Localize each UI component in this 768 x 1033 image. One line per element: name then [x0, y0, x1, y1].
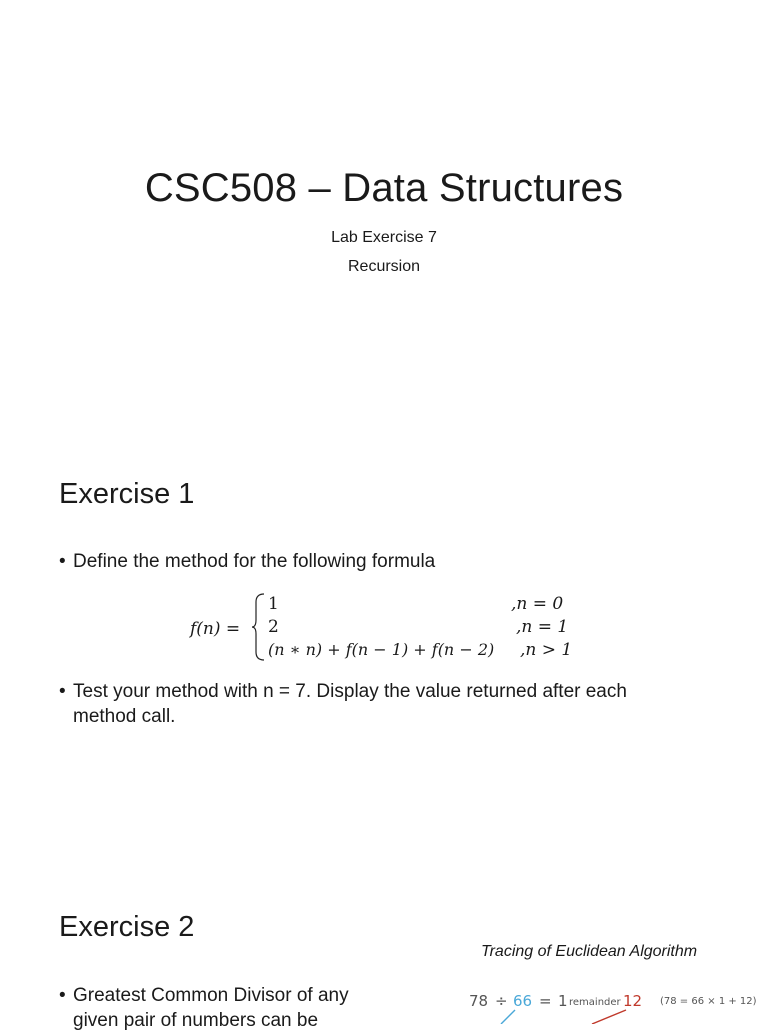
trace-divide-sign: ÷ — [495, 992, 508, 1010]
slide-title: CSC508 – Data Structures — [144, 166, 624, 210]
trace-quotient: 1 — [558, 992, 568, 1010]
trace-dividend: 78 — [469, 992, 489, 1010]
bullet-dot: • — [59, 551, 66, 572]
trace-equals: = — [539, 992, 552, 1010]
formula-case2-value: 2 — [268, 617, 279, 637]
formula-lhs: f(n) = — [190, 619, 241, 639]
trace-divisor: 66 — [513, 992, 533, 1010]
bullet-text: Define the method for the following formula — [73, 551, 436, 572]
exercise1-bullet-2 — [59, 679, 627, 729]
exercise2-bullet-1 — [59, 983, 349, 1033]
euclid-trace-figure — [468, 990, 768, 1024]
formula-case3-cond: ,n > 1 — [520, 640, 573, 660]
exercise2-heading: Exercise 2 — [59, 911, 195, 943]
slide-subtitle-topic: Recursion — [347, 258, 421, 275]
formula-case2-cond: ,n = 1 — [516, 617, 569, 637]
exercise1-heading: Exercise 1 — [59, 478, 195, 510]
formula-case1-value: 1 — [268, 594, 279, 614]
bullet-dot: • — [59, 985, 66, 1006]
formula-case1-cond: ,n = 0 — [511, 594, 564, 614]
formula-case3-value: (n ∗ n) + f(n − 1) + f(n − 2) — [268, 640, 495, 659]
bullet-text-line2: method call. — [73, 706, 176, 727]
left-brace — [252, 592, 266, 662]
exercise1-bullet-1 — [59, 549, 435, 574]
bullet-text-line1: Test your method with n = 7. Display the value returned after each — [73, 681, 627, 702]
recurrence-formula — [186, 590, 586, 664]
trace-remainder: 12 — [623, 992, 643, 1010]
bullet-text-line2: given pair of numbers can be — [73, 1010, 319, 1031]
figure-caption: Tracing of Euclidean Algorithm — [481, 943, 698, 960]
trace-remainder-label: remainder — [569, 997, 621, 1008]
trace-note: (78 = 66 × 1 + 12) — [660, 996, 757, 1007]
bullet-text-line1: Greatest Common Divisor of any — [73, 985, 349, 1006]
trace-arrows — [468, 990, 768, 1024]
bullet-dot: • — [59, 681, 66, 702]
slide-subtitle-lab: Lab Exercise 7 — [331, 229, 437, 246]
